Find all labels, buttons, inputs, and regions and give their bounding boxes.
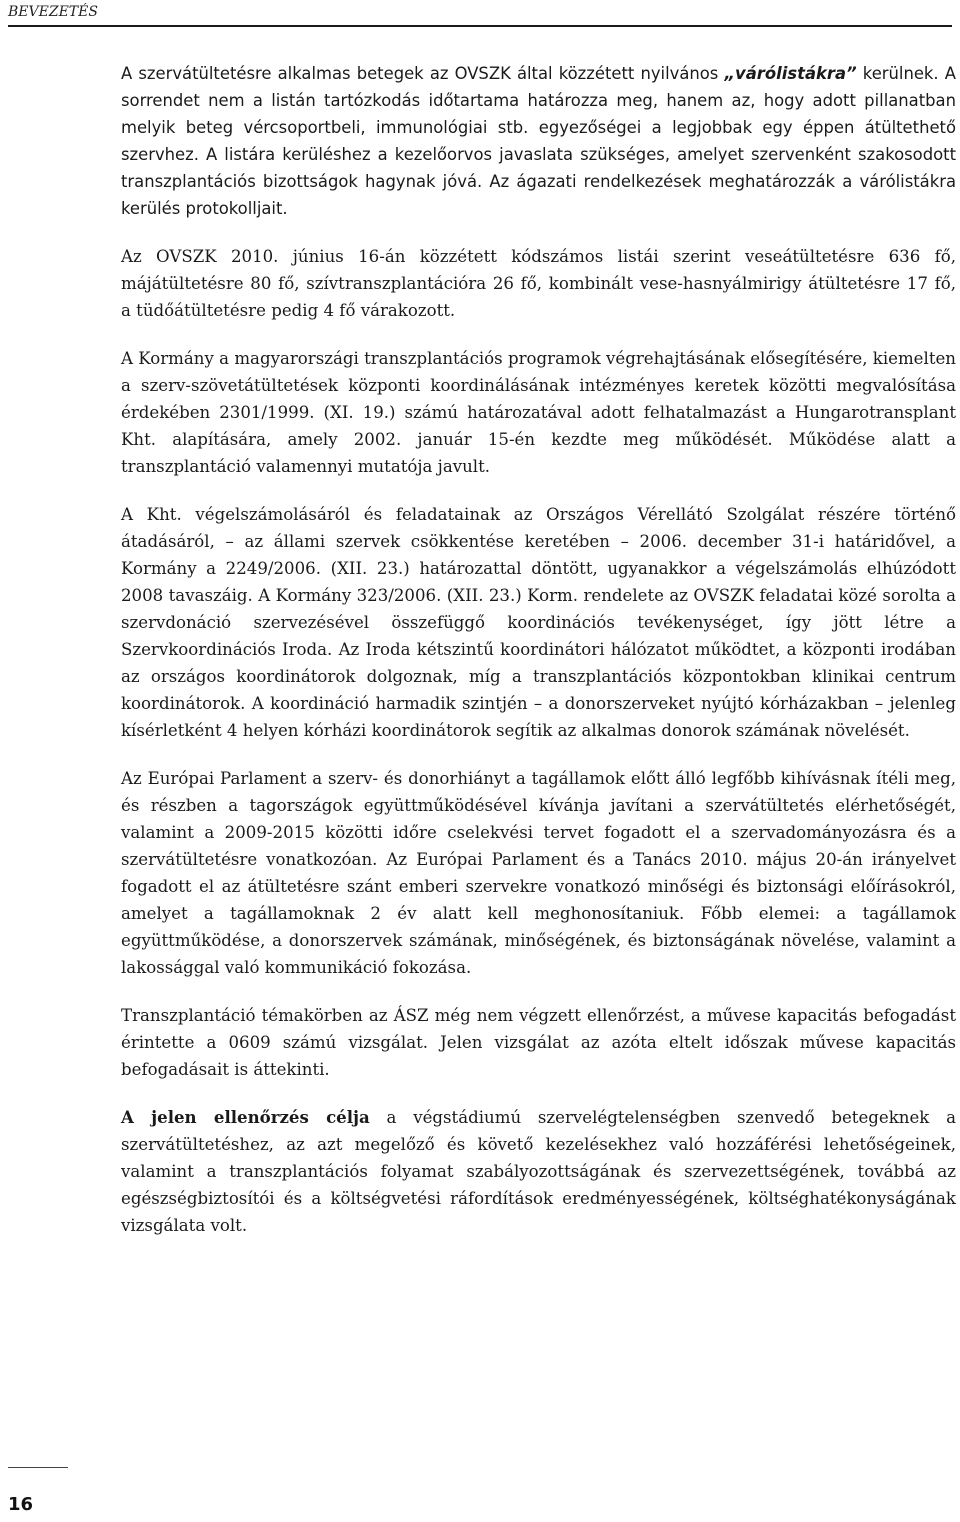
paragraph-text: A szervátültetésre alkalmas betegek az OVSZK által közzétett nyilvános <box>121 64 725 83</box>
body-text <box>121 60 956 1260</box>
paragraph-government-decision: A Kormány a magyarországi transzplantációs programok végrehajtásának elősegítésére, kiemelten a szerv-szövetátültetések központi koordinálásának intézményes keretek közötti megvalósítása érdekében 2301/1999. (XI. 19.) számú határozatával adott felhatalmazást a Hungarotransplant Kht. alapítására, amely 2002. január 15-én kezdte meg működését. Működése alatt a transzplantáció valamennyi mutatója javult. <box>121 349 956 476</box>
paragraph-text: kerülnek. A sorrendet nem a listán tartózkodás időtartama határozza meg, hanem az, hogy adott pillanatban melyik beteg vércsoportbeli, immunológiai stb. egyezőségei a legjobbak egy éppen átültethető szervhez. A listára kerüléshez a kezelőorvos javaslata szükséges, amelyet szervenként szakosodott transzplantációs bizottságok hagynak jóvá. Az ágazati rendelkezések meghatározzák a várólistákra kerülés protokolljait. <box>121 64 956 218</box>
footer-divider <box>8 1467 68 1468</box>
emphasis-term: „várólistákra” <box>724 64 857 83</box>
paragraph-waiting-lists <box>121 60 956 222</box>
page-number: 16 <box>8 1494 34 1515</box>
objective-heading: A jelen ellenőrzés célja <box>121 1107 370 1127</box>
running-header <box>8 0 952 27</box>
paragraph-european-parliament: Az Európai Parlament a szerv- és donorhiányt a tagállamok előtt álló legfőbb kihívásnak ítéli meg, és részben a tagországok együttműködésével kívánja javítani a szervátültetés elérhetőségét, valamint a 2009-2015 közötti időre cselekvési tervet fogadott el a szervadományozásra és a szervátültetésre vonatkozóan. Az Európai Parlament és a Tanács 2010. május 20-án irányelvet fogadott el az átültetésre szánt emberi szervekre vonatkozó minőségi és biztonsági előírásokról, amelyet a tagállamoknak 2 év alatt kell meghonosítaniuk. Főbb elemei: a tagállamok együttműködése, a donorszervek számának, minőségének, és biztonságának növelése, valamint a lakossággal való kommunikáció fokozása. <box>121 769 956 977</box>
section-title: BEVEZETÉS <box>8 4 98 20</box>
paragraph-audit-objective <box>121 1104 956 1239</box>
paragraph-text: a végstádiumú szervelégtelenségben szenvedő betegeknek a szervátültetéshez, az azt megelőző és követő kezelésekhez való hozzáférési lehetőségeinek, valamint a transzplantációs folyamat szabályozottságának és szervezettségének, továbbá az egészségbiztosítói és a költségvetési ráfordítások eredményességének, költséghatékonyságának vizsgálata volt. <box>121 1108 956 1235</box>
paragraph-previous-audit: Transzplantáció témakörben az ÁSZ még nem végzett ellenőrzést, a művese kapacitás befogadást érintette a 0609 számú vizsgálat. Jelen vizsgálat az azóta eltelt időszak művese kapacitás befogadásait is áttekinti. <box>121 1006 956 1079</box>
paragraph-coordination-office: A Kht. végelszámolásáról és feladatainak az Országos Vérellátó Szolgálat részére történő átadásáról, – az állami szervek csökkentése keretében – 2006. december 31-i határidővel, a Kormány a 2249/2006. (XII. 23.) határozattal döntött, ugyanakkor a végelszámolás elhúzódott 2008 tavaszáig. A Kormány 323/2006. (XII. 23.) Korm. rendelete az OVSZK feladatai közé sorolta a szervdonáció szervezésével összefüggő koordinációs tevékenységet, így jött létre a Szervkoordinációs Iroda. Az Iroda kétszintű koordinátori hálózatot működtet, a központi irodában az országos koordinátorok dolgoznak, míg a transzplantációs központokban klinikai centrum koordinátorok. A koordináció harmadik szintjén – a donorszerveket nyújtó kórházakban – jelenleg kísérletként 4 helyen kórházi koordinátorok segítik az alkalmas donorok számának növelését. <box>121 505 956 740</box>
paragraph-waiting-statistics: Az OVSZK 2010. június 16-án közzétett kódszámos listái szerint veseátültetésre 636 fő, májátültetésre 80 fő, szívtranszplantációra 26 fő, kombinált vese-hasnyálmirigy átültetésre 17 fő, a tüdőátültetésre pedig 4 fő várakozott. <box>121 247 956 320</box>
